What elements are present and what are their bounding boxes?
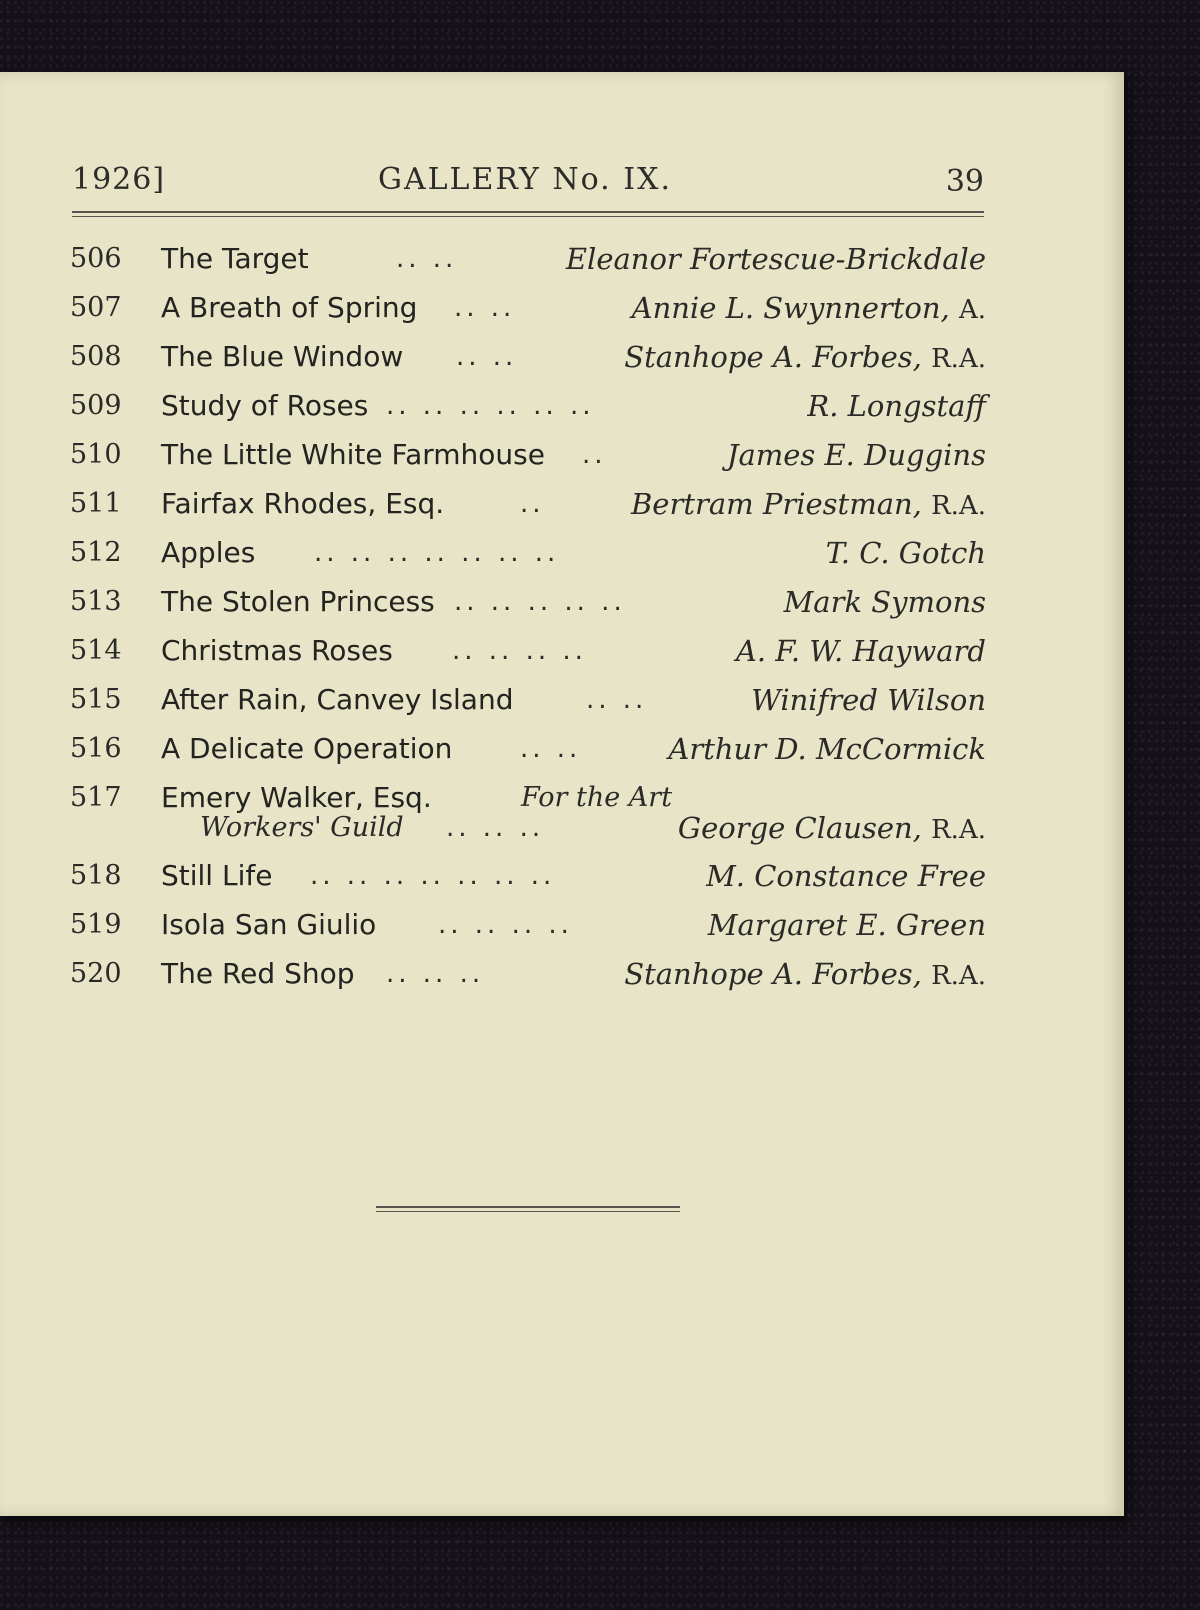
entry-title: Emery Walker, Esq. (161, 781, 432, 814)
end-rule (376, 1206, 680, 1212)
entry-artist (708, 905, 986, 945)
dot-leaders: .. .. (454, 293, 516, 323)
entry-artist (678, 808, 986, 850)
artist-name: T. C. Gotch (825, 536, 986, 570)
entry-title: The Stolen Princess (161, 585, 435, 618)
catalogue-entry (70, 954, 986, 1003)
entry-title: A Delicate Operation (161, 732, 453, 765)
entry-title: The Target (161, 242, 309, 275)
header-rule (72, 211, 984, 217)
page-number: 39 (945, 164, 984, 199)
entry-number: 509 (70, 390, 122, 421)
artist-honours: R.A. (931, 961, 986, 991)
entry-number: 520 (70, 958, 122, 989)
catalogue-list (70, 239, 986, 1003)
entry-title: Apples (161, 536, 256, 569)
entry-title: The Red Shop (161, 957, 355, 990)
dot-leaders: .. .. .. .. .. .. .. (310, 861, 556, 891)
artist-honours: R.A. (931, 815, 986, 845)
dot-leaders: .. .. (586, 685, 648, 715)
entry-title: Christmas Roses (161, 634, 393, 667)
dot-leaders: .. .. (520, 734, 582, 764)
entry-title: Study of Roses (161, 389, 369, 422)
entry-artist (632, 288, 986, 330)
dot-leaders: .. (582, 440, 607, 470)
catalogue-entry (70, 680, 986, 729)
dot-leaders: .. .. .. (386, 959, 485, 989)
entry-number: 506 (70, 243, 122, 274)
artist-honours: A. (958, 295, 986, 325)
artist-name: Eleanor Fortescue-Brickdale (565, 242, 986, 276)
dot-leaders: .. .. .. (446, 813, 545, 843)
catalogue-entry (70, 778, 986, 856)
entry-artist (826, 533, 986, 573)
dot-leaders: .. .. (456, 342, 518, 372)
catalogue-entry (70, 386, 986, 435)
entry-title: The Blue Window (161, 340, 404, 373)
artist-name: Winifred Wilson (751, 683, 986, 717)
entry-artist (751, 680, 986, 720)
running-head (72, 162, 984, 202)
entry-title: Isola San Giulio (161, 908, 377, 941)
dot-leaders: .. .. .. .. .. .. .. (314, 538, 560, 568)
artist-name: Arthur D. McCormick (668, 732, 986, 766)
entry-title: Still Life (161, 859, 273, 892)
entry-number: 517 (70, 782, 122, 813)
entry-number: 507 (70, 292, 122, 323)
dot-leaders: .. .. .. .. (438, 910, 573, 940)
artist-name: Margaret E. Green (707, 908, 986, 942)
catalogue-entry (70, 337, 986, 386)
entry-artist (706, 856, 986, 896)
artist-name: M. Constance Free (706, 859, 986, 893)
catalogue-entry (70, 631, 986, 680)
artist-name: Mark Symons (783, 585, 986, 619)
entry-number: 514 (70, 635, 122, 666)
artist-name: Stanhope A. Forbes, (624, 340, 922, 374)
catalogue-entry (70, 905, 986, 954)
entry-artist (736, 631, 986, 671)
catalogue-entry (70, 484, 986, 533)
artist-name: Bertram Priestman, (630, 487, 922, 521)
artist-name: A. F. W. Hayward (735, 634, 986, 668)
gallery-title: GALLERY No. IX. (378, 162, 672, 197)
entry-artist (784, 582, 986, 622)
catalogue-page (0, 72, 1124, 1516)
artist-honours: R.A. (931, 491, 986, 521)
dot-leaders: .. .. .. .. .. (454, 587, 626, 617)
dot-leaders: .. .. (396, 244, 458, 274)
catalogue-entry (70, 533, 986, 582)
entry-number: 508 (70, 341, 122, 372)
year-label: 1926] (72, 162, 166, 197)
entry-number: 510 (70, 439, 122, 470)
artist-name: James E. Duggins (726, 438, 986, 472)
catalogue-entry (70, 729, 986, 778)
entry-number: 518 (70, 860, 122, 891)
entry-number: 516 (70, 733, 122, 764)
artist-honours: R.A. (931, 344, 986, 374)
catalogue-entry (70, 856, 986, 905)
entry-artist (566, 239, 986, 279)
entry-artist (624, 954, 986, 996)
catalogue-entry (70, 288, 986, 337)
entry-number: 512 (70, 537, 122, 568)
entry-artist (807, 386, 986, 426)
entry-credit: For the Art (521, 782, 673, 813)
entry-credit-continued: Workers' Guild (200, 812, 404, 843)
entry-artist (668, 729, 986, 769)
entry-number: 515 (70, 684, 122, 715)
artist-name: Annie L. Swynnerton, (631, 291, 950, 325)
catalogue-entry (70, 239, 986, 288)
dot-leaders: .. (520, 489, 545, 519)
entry-number: 511 (70, 488, 122, 519)
entry-artist (727, 435, 986, 475)
catalogue-entry (70, 435, 986, 484)
artist-name: George Clausen, (677, 811, 922, 845)
entry-artist (631, 484, 986, 526)
entry-title: Fairfax Rhodes, Esq. (161, 487, 445, 520)
catalogue-entry (70, 582, 986, 631)
dot-leaders: .. .. .. .. .. .. (386, 391, 595, 421)
entry-title: A Breath of Spring (161, 291, 418, 324)
artist-name: Stanhope A. Forbes, (624, 957, 922, 991)
entry-artist (624, 337, 986, 379)
entry-title: After Rain, Canvey Island (161, 683, 514, 716)
entry-title: The Little White Farmhouse (161, 438, 545, 471)
artist-name: R. Longstaff (807, 389, 986, 423)
entry-number: 519 (70, 909, 122, 940)
dot-leaders: .. .. .. .. (452, 636, 587, 666)
entry-number: 513 (70, 586, 122, 617)
